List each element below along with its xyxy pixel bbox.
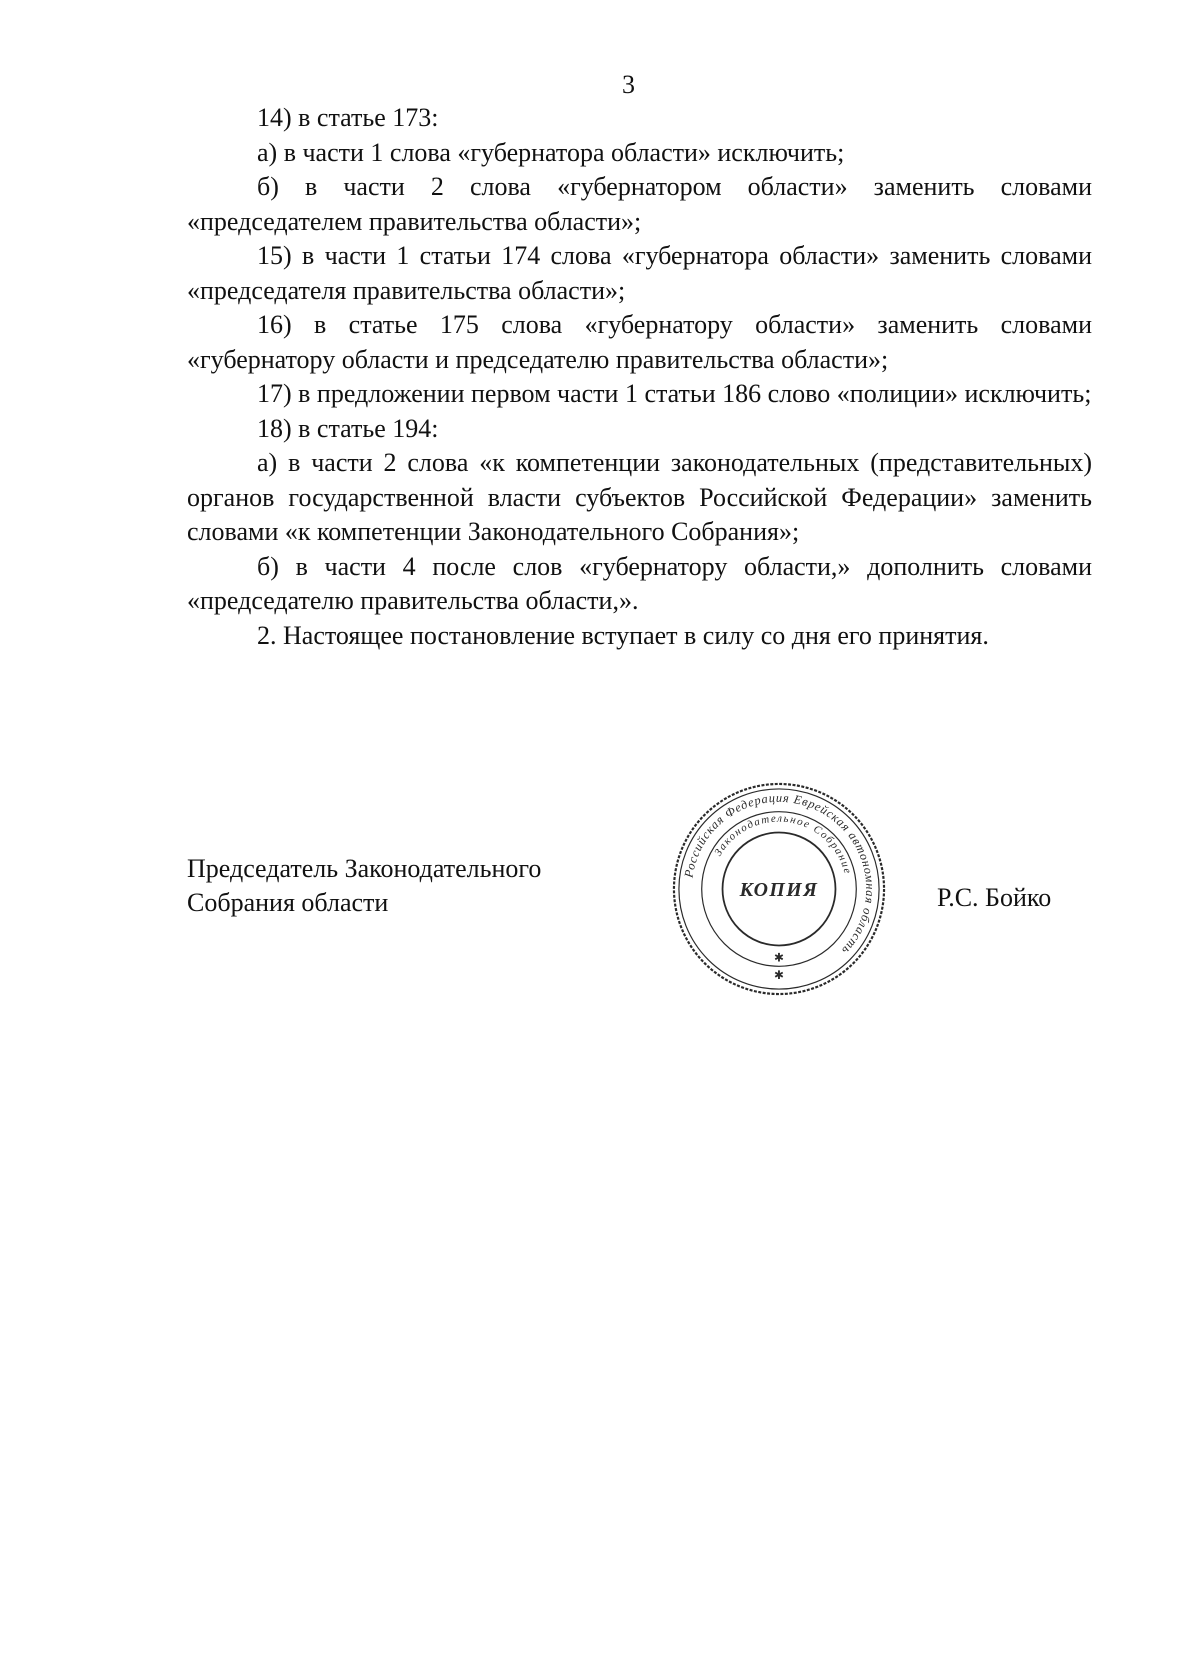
seal-star-lower-icon: ✱ — [774, 968, 784, 983]
seal-inner-text: Законодательное Собрание — [712, 812, 854, 877]
signatory-title-line1: Председатель Законодательного — [187, 854, 542, 883]
page-number: 3 — [622, 70, 635, 99]
paragraph-item-14b: б) в части 2 слова «губернатором области» заменить словами «председателем правительства области»; — [187, 172, 1092, 236]
paragraph-item-17: 17) в предложении первом части 1 статьи 186 слово «полиции» исключить; — [257, 379, 1092, 408]
paragraph-item-18: 18) в статье 194: — [257, 413, 439, 443]
seal-star-upper-icon: ✱ — [774, 950, 784, 965]
seal-outer-text: Российская Федерация Еврейская автономная область — [681, 790, 878, 958]
document-body — [187, 101, 1092, 653]
signatory-name: Р.С. Бойко — [937, 883, 1052, 912]
signatory-title-line2: Собрания области — [187, 888, 389, 917]
signatory-title — [187, 852, 541, 920]
paragraph-item-14a: а) в части 1 слова «губернатора области» исключить; — [257, 137, 845, 167]
paragraph-effective-date: 2. Настоящее постановление вступает в силу со дня его принятия. — [257, 620, 989, 650]
seal-center-text: КОПИЯ — [739, 878, 819, 901]
paragraph-item-15: 15) в части 1 статьи 174 слова «губернатора области» заменить словами «председателя правительства области»; — [187, 241, 1092, 305]
official-seal-stamp — [670, 780, 888, 998]
paragraph-item-18a: а) в части 2 слова «к компетенции законодательных (представительных) органов государственной власти субъектов Российской Федерации» заменить словами «к компетенции Законодательного Собрания»; — [187, 448, 1092, 546]
paragraph-item-14: 14) в статье 173: — [257, 103, 439, 132]
paragraph-item-18b: б) в части 4 после слов «губернатору области,» дополнить словами «председателю правительства области,». — [187, 551, 1092, 615]
paragraph-item-16: 16) в статье 175 слова «губернатору области» заменить словами «губернатору области и председателю правительства области»; — [187, 310, 1092, 374]
